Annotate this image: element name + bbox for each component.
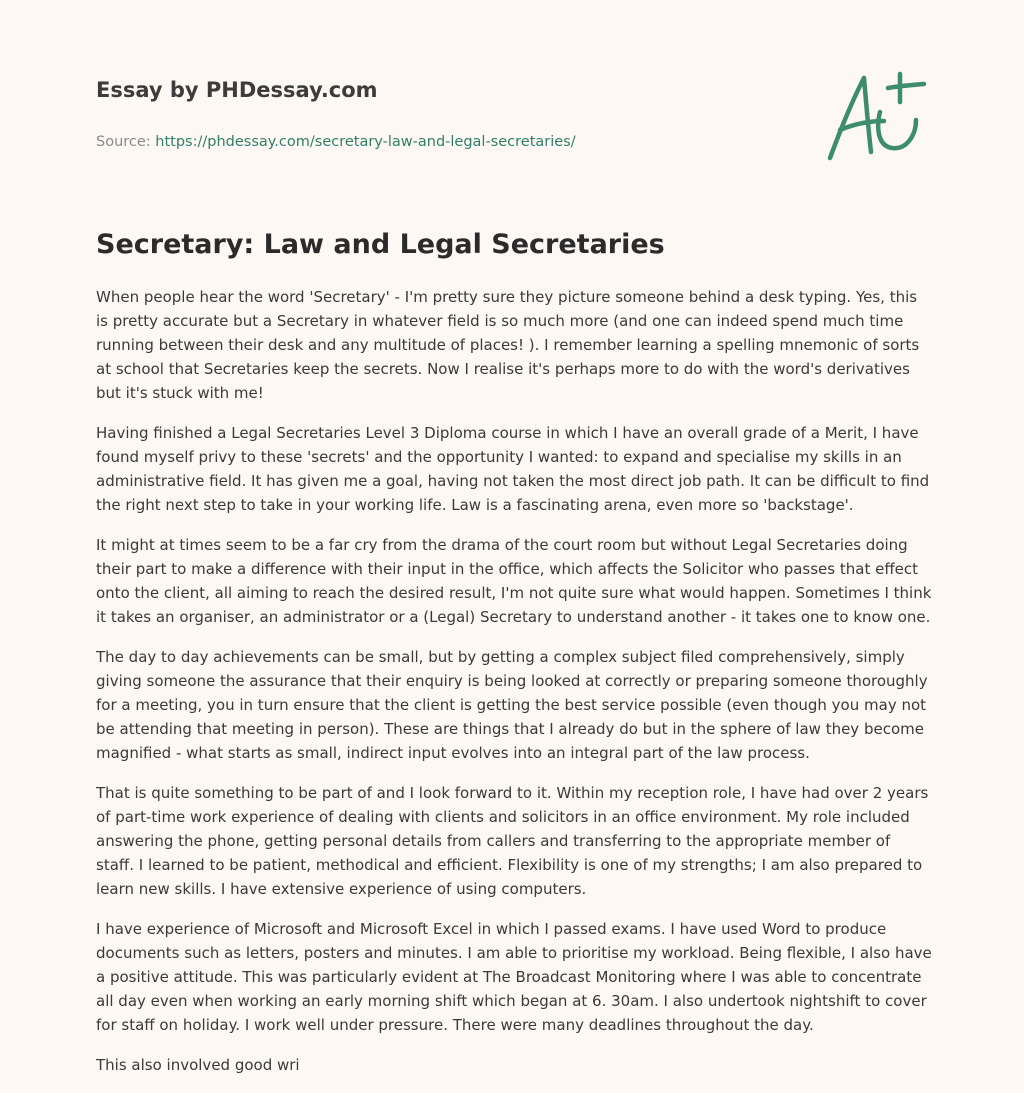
essay-paragraph: That is quite something to be part of and I look forward to it. Within my reception role, I have had over 2 years of part-time work experience of dealing with clients and solicitors in an office environment. My role included answering the phone, getting personal details from callers and transferring to the appropriate member of staff. I learned to be patient, methodical and efficient. Flexibility is one of my strengths; I am also prepared to learn new skills. I have extensive experience of using computers. — [96, 784, 929, 898]
essay-header — [96, 76, 796, 152]
source-line — [96, 132, 796, 152]
a-plus-grade-icon — [818, 66, 930, 166]
essay-paragraph: When people hear the word 'Secretary' - I'm pretty sure they picture someone behind a desk typing. Yes, this is pretty accurate but a Secretary in whatever field is so much more (and one can indeed spend much time running between their desk and any multitude of places! ). I remember learning a spelling mnemonic of sorts at school that Secretaries keep the secrets. Now I realise it's perhaps more to do with the word's derivatives but it's stuck with me! — [96, 288, 920, 402]
essay-paragraph: This also involved good wri — [96, 1056, 300, 1074]
essay-body — [96, 285, 932, 1093]
source-label: Source: — [96, 134, 151, 150]
essay-paragraph: I have experience of Microsoft and Microsoft Excel in which I passed exams. I have used Word to produce documents such as letters, posters and minutes. I am able to prioritise my workload. Being flexible, I also have a positive attitude. This was particularly evident at The Broadcast Monitoring where I was able to concentrate all day even when working an early morning shift which began at 6. 30am. I also undertook nightshift to cover for staff on holiday. I work well under pressure. There were many deadlines throughout the day. — [96, 920, 932, 1034]
essay-paragraph: Having finished a Legal Secretaries Level 3 Diploma course in which I have an overall grade of a Merit, I have found myself privy to these 'secrets' and the opportunity I wanted: to expand and specialise my skills in an administrative field. It has given me a goal, having not taken the most direct job path. It can be difficult to find the right next step to take in your working life. Law is a fascinating arena, even more so 'backstage'. — [96, 424, 930, 514]
essay-paragraph: It might at times seem to be a far cry from the drama of the court room but without Legal Secretaries doing their part to make a difference with their input in the office, which affects the Solicitor who passes that effect onto the client, all aiming to reach the desired result, I'm not quite sure what would happen. Sometimes I think it takes an organiser, an administrator or a (Legal) Secretary to understand another - it takes one to know one. — [96, 536, 932, 626]
essay-paragraph: The day to day achievements can be small, but by getting a complex subject filed comprehensively, simply giving someone the assurance that their enquiry is being looked at correctly or preparing someone thoroughly for a meeting, you in turn ensure that the client is getting the best service possible (even though you may not be attending that meeting in person). These are things that I already do but in the sphere of law they become magnified - what starts as small, indirect input evolves into an integral part of the law process. — [96, 648, 928, 762]
brand-title: Essay by PHDessay.com — [96, 78, 378, 102]
source-link[interactable]: https://phdessay.com/secretary-law-and-legal-secretaries/ — [155, 134, 576, 150]
page-title: Secretary: Law and Legal Secretaries — [96, 229, 665, 260]
